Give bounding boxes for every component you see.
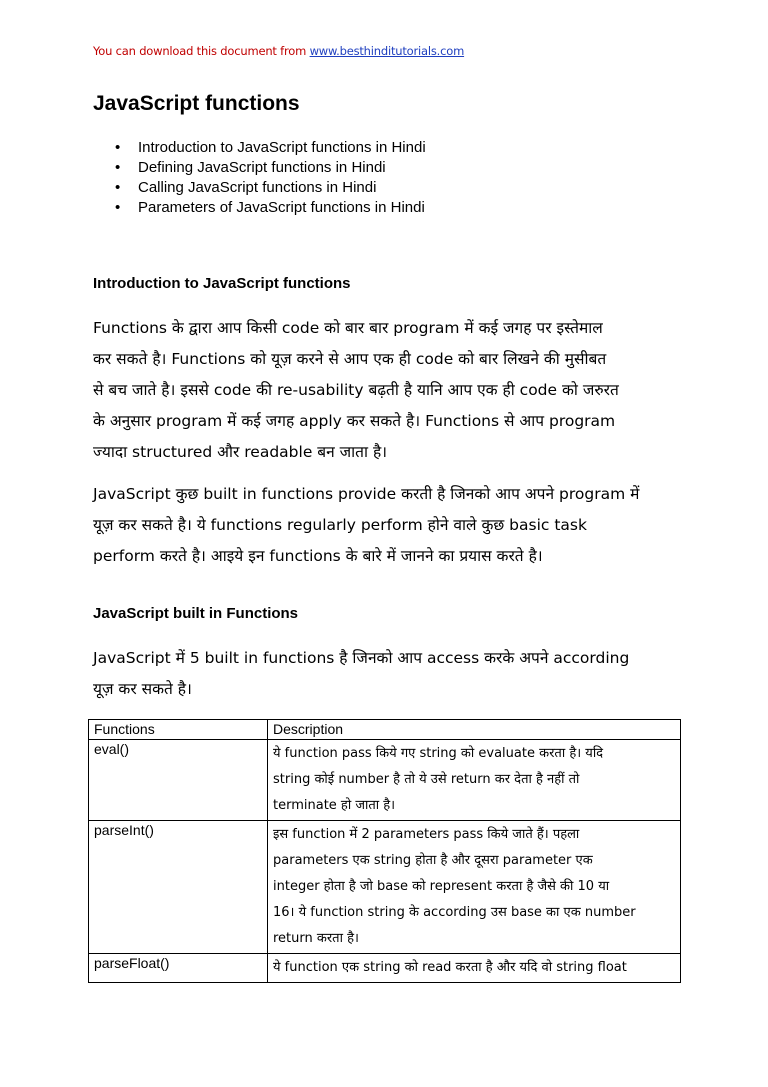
paragraph-line: Functions के द्वारा आप किसी code को बार बार program में कई जगह पर इस्तेमाल	[93, 319, 603, 337]
paragraph-line: के अनुसार program में कई जगह apply कर सकते है। Functions से आप program	[93, 412, 616, 430]
page-title: JavaScript functions	[93, 92, 300, 115]
intro-paragraph	[93, 313, 683, 468]
description-line: इस function में 2 parameters pass किये जाते हैं। पहला	[273, 827, 580, 842]
function-description-cell	[268, 821, 681, 954]
paragraph-line: perform करते है। आइये इन functions के बारे में जानने का प्रयास करते है।	[93, 547, 543, 565]
column-header-functions: Functions	[89, 720, 268, 740]
function-description-cell	[268, 954, 681, 983]
builtin-paragraph	[93, 479, 683, 572]
paragraph-line: यूज़ कर सकते है।	[93, 680, 192, 698]
download-note	[93, 44, 464, 58]
paragraph-line: JavaScript कुछ built in functions provide करती है जिनको आप अपने program में	[93, 485, 640, 503]
description-line: parameters एक string होता है और दूसरा parameter एक	[273, 853, 593, 868]
paragraph-line: कर सकते है। Functions को यूज़ करने से आप एक ही code को बार लिखने की मुसीबत	[93, 350, 607, 368]
toc-item: • Parameters of JavaScript functions in Hindi	[110, 198, 426, 218]
section-heading-introduction: Introduction to JavaScript functions	[93, 275, 351, 292]
toc-item: • Calling JavaScript functions in Hindi	[110, 178, 426, 198]
description-line: return करता है।	[273, 931, 359, 946]
description-line: string कोई number है तो ये उसे return कर देता है नहीं तो	[273, 772, 580, 787]
table-row	[89, 821, 681, 954]
description-line: ये function एक string को read करता है और यदि वो string float	[273, 960, 627, 975]
download-note-text: You can download this document from	[93, 44, 310, 58]
description-line: terminate हो जाता है।	[273, 798, 396, 813]
description-line: 16। ये function string के according उस base का एक number	[273, 905, 636, 920]
builtin-functions-paragraph	[93, 643, 683, 705]
function-name-cell: parseInt()	[89, 821, 268, 954]
section-heading-builtin-functions: JavaScript built in Functions	[93, 605, 299, 622]
description-line: ये function pass किये गए string को evaluate करता है। यदि	[273, 746, 604, 761]
table-row	[89, 954, 681, 983]
paragraph-line: JavaScript में 5 built in functions है जिनको आप access करके अपने according	[93, 649, 630, 667]
description-line: integer होता है जो base को represent करता है जैसे की 10 या	[273, 879, 610, 894]
function-name-cell: eval()	[89, 740, 268, 821]
download-link[interactable]: www.besthinditutorials.com	[309, 44, 465, 58]
toc-item: • Introduction to JavaScript functions in Hindi	[110, 138, 426, 158]
toc-list	[110, 138, 426, 218]
paragraph-line: से बच जाते है। इससे code की re-usability बढ़ती है यानि आप एक ही code को जरुरत	[93, 381, 619, 399]
functions-table	[88, 719, 681, 983]
toc-item: • Defining JavaScript functions in Hindi	[110, 158, 426, 178]
paragraph-line: ज्यादा structured और readable बन जाता है।	[93, 443, 388, 461]
function-name-cell: parseFloat()	[89, 954, 268, 983]
column-header-description: Description	[268, 720, 681, 740]
paragraph-line: यूज़ कर सकते है। ये functions regularly perform होने वाले कुछ basic task	[93, 516, 587, 534]
table-row	[89, 740, 681, 821]
function-description-cell	[268, 740, 681, 821]
table-header-row	[89, 720, 681, 740]
